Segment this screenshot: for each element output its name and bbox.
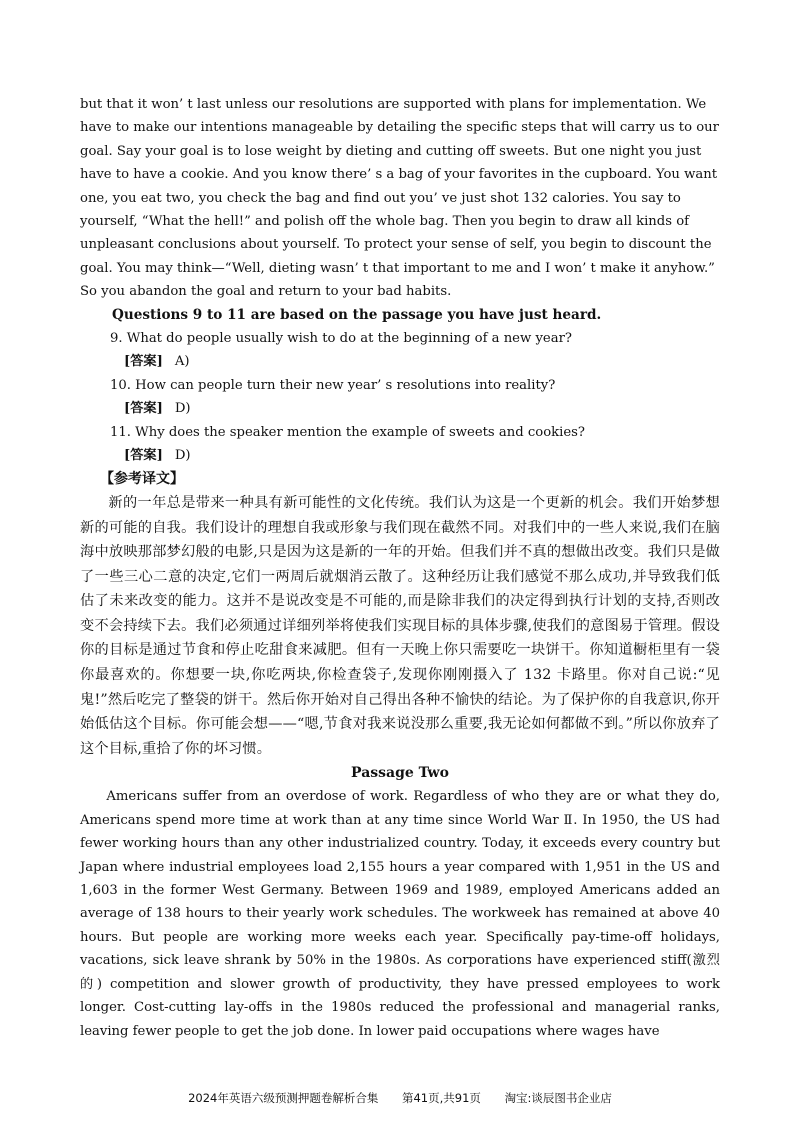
passage-two-text: Americans suffer from an overdose of work. Regardless of who they are or what they do, Americans spend more time at work than at any time since World War Ⅱ. In 1950, the US had fewer working hours than any other industrialized country. Today, it exceeds every country but Japan where industrial employees load 2,155 hours a year compared with 1,951 in the US and 1,603 in the former West Germany. Between 1969 and 1989, employed Americans added an average of 138 hours to their yearly work schedules. The workweek has remained at above 40 hours. But people are working more weeks each year. Specifically pay-time-off holidays, vacations, sick leave shrank by 50% in the 1980s. As corporations have experienced stiff(激烈的) competition and slower growth of productivity, they have pressed employees to work longer. Cost-cutting lay-offs in the 1980s reduced the professional and managerial ranks, leaving fewer people to get the job done. In lower paid occupations where wages have — [80, 789, 720, 1039]
footer-page-number: 第41页,共91页 — [401, 1091, 481, 1105]
answer-10 — [124, 397, 720, 420]
footer-shop: 淘宝:谈辰图书企业店 — [504, 1091, 612, 1105]
answer-label: [答案] — [124, 448, 163, 464]
answer-9 — [124, 350, 720, 373]
passage-one-continued: but that it won’ t last unless our resolutions are supported with plans for implementation. We have to make our intentions manageable by detailing the specific steps that will carry us to our goal. Say your goal is to lose weight by dieting and cutting off sweets. But one night you just have to have a cookie. And you know there’ s a bag of your favorites in the cupboard. You want one, you eat two, you check the bag and find out you’ ve just shot 132 calories. You say to yourself, “What the hell!” and polish off the whole bag. Then you begin to draw all kinds of unpleasant conclusions about yourself. To protect your sense of self, you begin to discount the goal. You may think—“Well, dieting wasn’ t that important to me and I won’ t make it anyhow.” So you abandon the goal and return to your bad habits. — [80, 97, 719, 300]
answer-value: D) — [174, 448, 191, 464]
page-footer — [0, 1090, 800, 1106]
question-11: 11. Why does the speaker mention the example of sweets and cookies? — [110, 424, 585, 440]
answer-11 — [124, 444, 720, 467]
answer-label: [答案] — [124, 401, 163, 417]
passage-two-title: Passage Two — [351, 765, 449, 782]
reference-translation: 新的一年总是带来一种具有新可能性的文化传统。我们认为这是一个更新的机会。我们开始梦想新的可能的自我。我们设计的理想自我或形象与我们现在截然不同。对我们中的一些人来说,我们在脑海中放映那部梦幻般的电影,只是因为这是新的一年的开始。但我们并不真的想做出改变。我们只是做了一些三心二意的决定,它们一两周后就烟消云散了。这种经历让我们感觉不那么成功,并导致我们低估了未来改变的能力。这并不是说改变是不可能的,而是除非我们的决定得到执行计划的支持,否则改变不会持续下去。我们必须通过详细列举将使我们实现目标的具体步骤,使我们的意图易于管理。假设你的目标是通过节食和停止吃甜食来减肥。但有一天晚上你只需要吃一块饼干。你知道橱柜里有一袋你最喜欢的。你想要一块,你吃两块,你检查袋子,发现你刚刚摄入了 132 卡路里。你对自己说:“见鬼!”然后吃完了整袋的饼干。然后你开始对自己得出各种不愉快的结论。为了保护你的自我意识,你开始低估这个目标。你可能会想——“嗯,节食对我来说没那么重要,我无论如何都做不到。”所以你放弃了这个目标,重拾了你的坏习惯。 — [80, 494, 720, 757]
questions-heading: Questions 9 to 11 are based on the passage you have just heard. — [112, 306, 602, 323]
question-10: 10. How can people turn their new year’ s resolutions into reality? — [110, 377, 556, 393]
answer-value: D) — [174, 401, 191, 417]
reference-translation-heading: 【参考译文】 — [100, 470, 184, 487]
answer-label: [答案] — [124, 354, 163, 370]
document-body — [80, 93, 720, 1043]
question-9: 9. What do people usually wish to do at the beginning of a new year? — [110, 331, 572, 347]
answer-value: A) — [174, 354, 190, 370]
footer-title: 2024年英语六级预测押题卷解析合集 — [188, 1091, 379, 1105]
